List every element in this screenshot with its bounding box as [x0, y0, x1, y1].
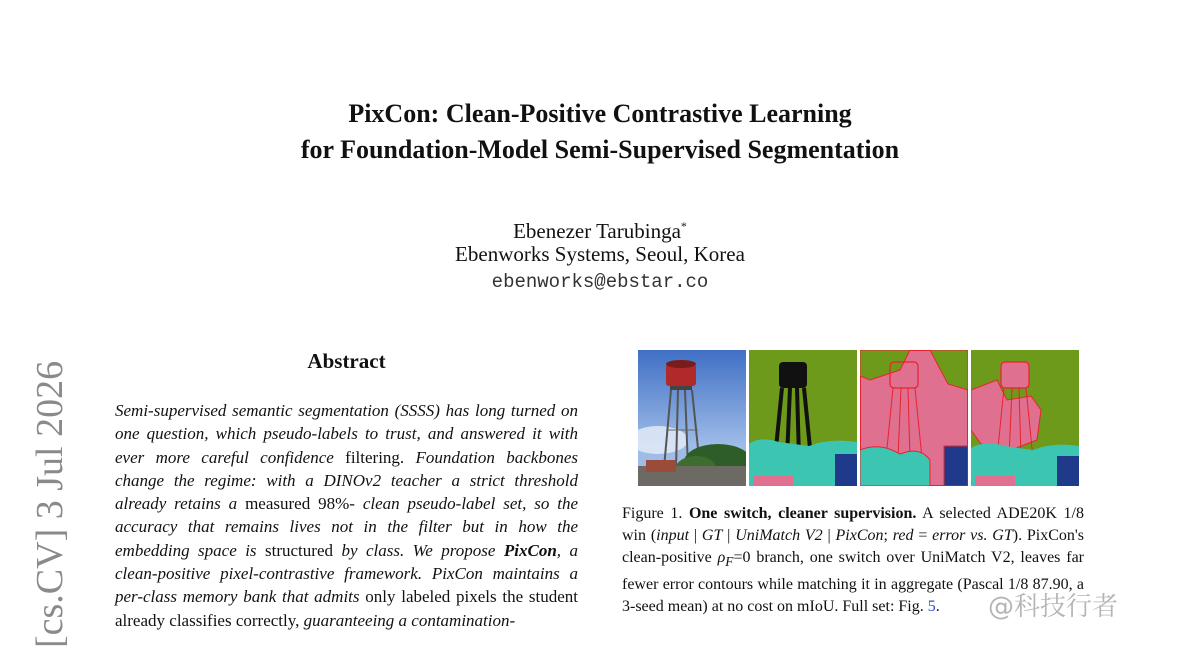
caption-legend-term: error vs. GT [932, 527, 1013, 545]
caption-legend-term: red [892, 527, 914, 545]
abstract-sentence: by class. We propose [333, 540, 504, 560]
caption-math-sub: F [725, 554, 734, 570]
caption-text: . [935, 598, 940, 615]
method-name: PixCon [503, 540, 557, 560]
abstract-upright: structured [265, 540, 333, 560]
abstract-upright: filtering. [345, 447, 405, 467]
caption-panel-name: PixCon [835, 527, 884, 545]
caption-text: | [822, 527, 836, 545]
author-text: Ebenezer Tarubinga [513, 219, 681, 243]
abstract-sentence: Foundation backbones change the regime: with a DINOv2 teacher a strict threshold already retains a [115, 447, 578, 514]
abstract-heading: Abstract [307, 349, 386, 373]
title-line-2: for Foundation-Model Semi-Supervised Segmentation [300, 135, 900, 164]
arxiv-side-stamp: [cs.CV] 3 Jul 2026 [29, 360, 71, 648]
figure-1 [638, 350, 1080, 486]
caption-title: One switch, cleaner supervision. [688, 505, 917, 522]
caption-panel-name: GT [701, 527, 723, 545]
caption-text: = [913, 527, 933, 545]
figure-5-link[interactable]: 5 [927, 598, 936, 615]
caption-text: ; [883, 527, 893, 545]
caption-panel-name: input [656, 527, 690, 545]
figure-panel-input [638, 350, 746, 486]
abstract-sentence: clean pseudo-label set, so the accuracy that remains lives not in the filter but in how the embedding space is [115, 494, 579, 560]
abstract-sentence: guaranteeing a contamination- [299, 610, 516, 630]
abstract-upright: measured 98%- [245, 494, 355, 514]
caption-text: | [689, 527, 702, 545]
author-footnote-mark: * [680, 219, 687, 233]
paper-title [0, 96, 1200, 168]
caption-text: A selected ADE20K 1/8 win ( [622, 505, 1084, 545]
caption-math-rho: ρ [717, 549, 726, 567]
author-email[interactable]: ebenworks@ebstar.co [491, 271, 709, 293]
abstract-sentence: , a clean-positive pixel-contrastive framework. PixCon maintains a per-class memory bank that admits [115, 540, 579, 607]
abstract-sentence: Semi-supervised semantic segmentation (SSSS) has long turned on one question, which pseudo-labels to trust, and answered it with ever more careful confidence [115, 401, 578, 467]
caption-text: ). PixCon's clean-positive [622, 527, 1085, 567]
caption-text: =0 branch, one switch over UniMatch V2, leaves far fewer error contours while matching it in aggregate (Pascal 1/8 87.90, a 3-seed mean) at no cost on mIoU. Full set: Fig. [622, 549, 1085, 615]
figure-panel-unimatch [860, 350, 968, 486]
watermark-logo: @科技行者 [988, 592, 1119, 622]
caption-text: | [722, 527, 736, 545]
abstract-upright: only labeled pixels the student already classifies correctly, [115, 587, 578, 630]
abstract-body [115, 399, 578, 632]
figure-panel-pixcon [971, 350, 1079, 486]
caption-panel-name: UniMatch V2 [735, 527, 823, 545]
title-line-1: PixCon: Clean-Positive Contrastive Learning [348, 99, 852, 128]
figure-panel-gt [749, 350, 857, 486]
affiliation: Ebenworks Systems, Seoul, Korea [455, 242, 745, 266]
caption-label: Figure 1. [622, 505, 683, 522]
